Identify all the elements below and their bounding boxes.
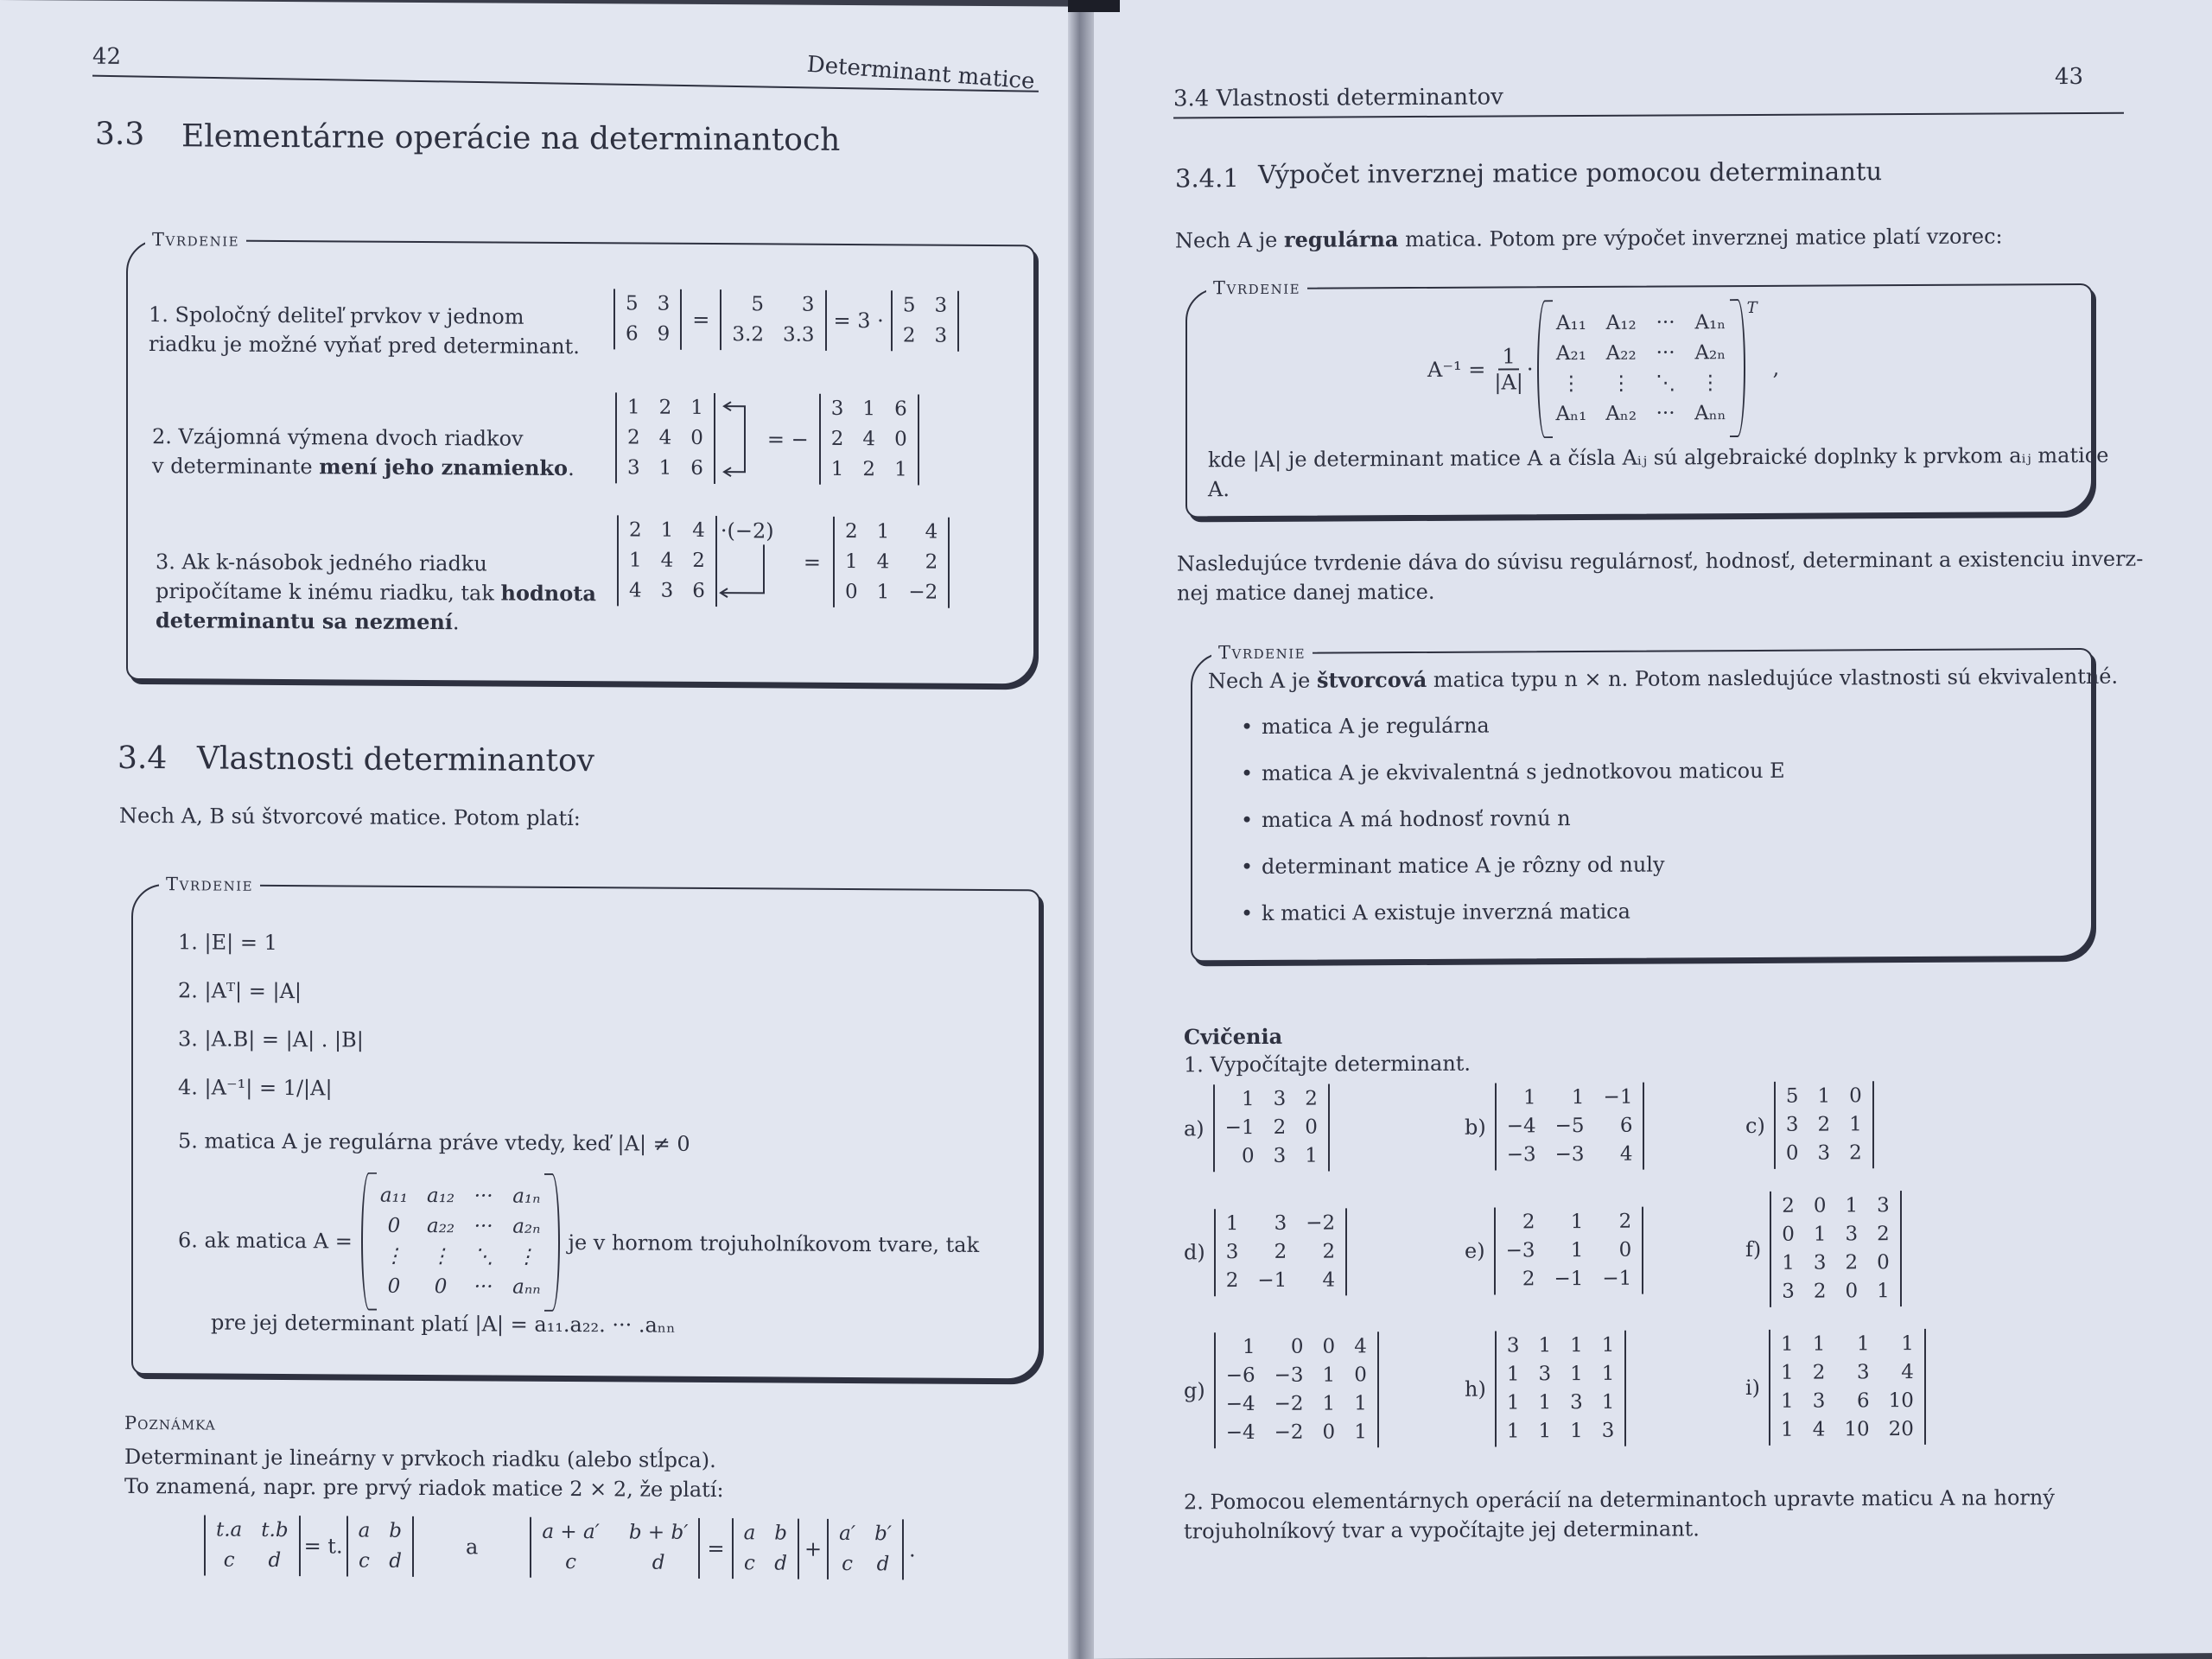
property-2: 2. |Aᵀ| = |A| <box>178 978 302 1004</box>
paragraph-2-line-2: nej matice danej matice. <box>1177 579 1435 606</box>
rule-2-matrix-1: 1 2 1 2 4 0 3 1 6 <box>627 396 703 480</box>
subsection-number: 3.4.1 <box>1175 163 1239 194</box>
book-spine-shadow <box>1068 0 1120 12</box>
inverse-formula: A⁻¹ = $\frac{1}{|A|}$ · A₁₁ A₁₂ ··· A₁ₙ A₂₁ A₂₂ ··· A₂ₙ ⋮ ⋮ ⋱ ⋮ Aₙ₁ Aₙ₂ ··· Aₙₙ T , <box>1427 299 1779 439</box>
matrix-entry: 3 <box>1538 1363 1552 1386</box>
matrix-entry: −2 <box>1274 1392 1304 1415</box>
matrix-entry: 1 <box>1849 1113 1862 1136</box>
matrix-entry: 1 <box>1901 1332 1914 1356</box>
matrix-entry: −4 <box>1225 1392 1255 1416</box>
matrix-entry: −4 <box>1225 1421 1255 1445</box>
equivalence-bullet-1: • matica A je regulárna <box>1262 714 1490 739</box>
matrix-entry: 1 <box>1571 1085 1585 1109</box>
matrix-entry: 1 <box>1856 1332 1870 1356</box>
subsection-intro: Nech A je regulárna matica. Potom pre výpočet inverznej matice platí vzorec: <box>1175 224 2003 253</box>
exercise-1-prompt: 1. Vypočítajte determinant. <box>1184 1051 1471 1077</box>
page-number-left: 42 <box>92 43 122 70</box>
matrix-entry: 0 <box>1845 1280 1859 1303</box>
note-line-2: To znamená, napr. pre prvý riadok matice 2 × 2, že platí: <box>124 1473 724 1503</box>
rule-3-equation: 2 1 4 1 4 2 4 3 6 ·(−2) = 2 1 4 1 4 2 0 1 −2 <box>617 515 950 607</box>
rule-1-text-a: 1. Spoločný deliteľ prvkov v jednom <box>149 302 524 329</box>
matrix-entry: 2 <box>1225 1268 1239 1292</box>
equivalence-bullet-2: • matica A je ekvivalentná s jednotkovou maticou E <box>1262 759 1785 785</box>
section-33-number: 3.3 <box>95 116 145 153</box>
matrix-entry: 3 <box>1601 1419 1615 1442</box>
property-6: 6. ak matica A = a₁₁ a₁₂ ··· a₁ₙ 0 a₂₂ ··· a₂ₙ ⋮ ⋮ ⋱ ⋮ 0 0 ··· aₙₙ je v hornom trojuholníkovom tvare, tak <box>178 1171 979 1314</box>
matrix-entry: 1 <box>1322 1392 1336 1415</box>
matrix-entry: 1 <box>1523 1086 1536 1109</box>
upper-triangular-matrix: a₁₁ a₁₂ ··· a₁ₙ 0 a₂₂ ··· a₂ₙ ⋮ ⋮ ⋱ ⋮ 0 0 ··· aₙₙ <box>379 1184 541 1299</box>
swap-arrow-icon <box>719 396 757 482</box>
matrix-entry: 1 <box>1570 1419 1583 1443</box>
equivalence-header: Nech A je štvorcová matica typu n × n. Potom nasledujúce vlastnosti sú ekvivalentné. <box>1208 664 2119 694</box>
matrix-entry: 3 <box>1877 1194 1890 1217</box>
exercise-item-label: b) <box>1465 1115 1486 1140</box>
rule-2-matrix-2: 3 1 6 2 4 0 1 2 1 <box>830 397 907 481</box>
matrix-entry: 2 <box>1273 1116 1287 1139</box>
paragraph-2-line-1: Nasledujúce tvrdenie dáva do súvisu regulárnosť, hodnosť, determinant a existenciu inverz- <box>1177 546 2144 576</box>
matrix-entry: 1 <box>1782 1251 1795 1274</box>
matrix-entry: 0 <box>1813 1194 1827 1217</box>
matrix-entry: 3 <box>1273 1144 1287 1167</box>
matrix-entry: −3 <box>1506 1143 1536 1166</box>
matrix-entry: −5 <box>1554 1114 1585 1138</box>
exercise-determinant <box>1494 1206 1644 1294</box>
exercise-item <box>1184 1084 1465 1173</box>
matrix-entry: 3 <box>1782 1280 1795 1303</box>
matrix-entry: 3 <box>1273 1087 1287 1110</box>
matrix-entry: 3 <box>1570 1390 1583 1414</box>
rule-3-text-a: 3. Ak k-násobok jedného riadku <box>156 550 487 576</box>
matrix-entry: 1 <box>1877 1280 1890 1303</box>
rule-3-text-b: pripočítame k inému riadku, tak hodnota <box>156 579 596 607</box>
header-rule-right <box>1173 112 2124 119</box>
matrix-entry: 1 <box>1781 1389 1794 1413</box>
matrix-entry: 2 <box>1274 1240 1287 1263</box>
rule-1-equation: 5 3 6 9 = 5 3 3.2 3.3 = 3 · 5 3 2 3 <box>613 289 959 351</box>
exercise-item <box>1745 1190 2026 1307</box>
matrix-entry: 4 <box>1354 1335 1367 1358</box>
matrix-entry: 3 <box>1856 1361 1870 1384</box>
matrix-entry: 2 <box>1877 1223 1890 1246</box>
linearity-matrix-2: a b c d <box>358 1519 403 1573</box>
matrix-entry: 0 <box>1241 1144 1255 1168</box>
matrix-entry: 2 <box>1849 1141 1862 1165</box>
matrix-entry: 6 <box>1619 1114 1633 1137</box>
exercise-determinant <box>1774 1081 1874 1169</box>
matrix-entry: 3 <box>1225 1240 1239 1263</box>
exercise-item <box>1745 1080 2026 1169</box>
matrix-entry: 1 <box>1243 1335 1255 1359</box>
exercise-item-label: a) <box>1184 1116 1205 1141</box>
running-header-right: 3.4 Vlastnosti determinantov <box>1173 84 1503 112</box>
section-34-number: 3.4 <box>118 740 168 777</box>
matrix-entry: 3 <box>1506 1334 1520 1357</box>
matrix-entry: 1 <box>1506 1420 1520 1443</box>
exercise-item <box>1745 1328 2026 1446</box>
exercises-title: Cvičenia <box>1184 1023 1283 1050</box>
property-4: 4. |A⁻¹| = 1/|A| <box>178 1075 333 1101</box>
linearity-matrix-5: a′ b′ c d <box>839 1522 893 1576</box>
matrix-entry: 1 <box>1817 1084 1831 1108</box>
exercise-item-label: i) <box>1745 1375 1761 1401</box>
rule-1-text-b: riadku je možné vyňať pred determinant. <box>149 332 580 359</box>
linearity-matrix-1: t.a t.b c d <box>216 1518 289 1572</box>
rule-3-matrix-1: 2 1 4 1 4 2 4 3 6 <box>629 518 705 602</box>
exercise-2-line-1: 2. Pomocou elementárnych operácií na determinantoch upravte maticu A na horný <box>1184 1485 2055 1515</box>
matrix-entry: 5 <box>1785 1084 1799 1108</box>
matrix-entry: −2 <box>1306 1211 1336 1235</box>
equivalence-bullet-4: • determinant matice A je rôzny od nuly <box>1262 852 1665 878</box>
matrix-entry: 3 <box>1785 1113 1799 1136</box>
matrix-entry: 10 <box>1888 1389 1914 1413</box>
theorem-label: Tvrdenie <box>159 874 260 895</box>
matrix-entry: 1 <box>1305 1144 1318 1167</box>
matrix-entry: 0 <box>1849 1084 1862 1108</box>
matrix-entry: 1 <box>1506 1363 1520 1386</box>
rule-3-matrix-2: 2 1 4 1 4 2 0 1 −2 <box>845 519 938 604</box>
matrix-entry: 4 <box>1901 1360 1914 1384</box>
exercise-item <box>1465 1192 1745 1309</box>
matrix-entry: −1 <box>1554 1267 1584 1290</box>
matrix-entry: 1 <box>1781 1361 1794 1384</box>
matrix-entry: 0 <box>1877 1251 1890 1274</box>
matrix-entry: 2 <box>1522 1267 1535 1290</box>
matrix-entry: 1 <box>1601 1333 1615 1357</box>
matrix-entry: 0 <box>1618 1238 1632 1262</box>
rule-1-matrix-1: 5 3 6 9 <box>626 292 671 346</box>
matrix-entry: 20 <box>1888 1417 1914 1441</box>
exercise-determinant <box>1769 1329 1926 1446</box>
matrix-entry: 1 <box>1506 1391 1520 1414</box>
right-page <box>1087 0 2212 1659</box>
formula-explanation-1: kde |A| je determinant matice A a čísla Aᵢⱼ sú algebraické doplnky k prvkom aᵢⱼ matice <box>1208 442 2109 473</box>
matrix-entry: 1 <box>1813 1223 1827 1246</box>
theorem-label: Tvrdenie <box>1206 277 1307 299</box>
matrix-entry: 4 <box>1812 1418 1826 1441</box>
arrow-icon <box>717 518 769 605</box>
exercise-2-line-2: trojuholníkový tvar a vypočítajte jej determinant. <box>1184 1516 1700 1544</box>
matrix-entry: 2 <box>1782 1194 1795 1217</box>
section-34-title: Vlastnosti determinantov <box>197 741 594 779</box>
linearity-matrix-4: a b c d <box>743 1522 788 1575</box>
formula-explanation-2: A. <box>1208 477 1230 502</box>
matrix-entry: 1 <box>1570 1210 1584 1233</box>
matrix-entry: 3 <box>1817 1141 1831 1165</box>
property-5: 5. matica A je regulárna práve vtedy, keď |A| ≠ 0 <box>178 1128 690 1156</box>
matrix-entry: 0 <box>1782 1223 1795 1246</box>
section-34-intro: Nech A, B sú štvorcové matice. Potom platí: <box>119 803 581 831</box>
multiplier-label: ·(−2) <box>720 518 774 543</box>
fraction: $\frac{1}{|A|}$ <box>1494 344 1523 395</box>
adjugate-matrix: A₁₁ A₁₂ ··· A₁ₙ A₂₁ A₂₂ ··· A₂ₙ ⋮ ⋮ ⋱ ⋮ Aₙ₁ Aₙ₂ ··· Aₙₙ <box>1555 311 1726 426</box>
matrix-entry: 6 <box>1856 1389 1870 1413</box>
matrix-entry: 1 <box>1570 1362 1583 1386</box>
matrix-entry: 2 <box>1618 1210 1632 1233</box>
matrix-entry: −2 <box>1274 1421 1304 1444</box>
matrix-entry: 1 <box>1538 1391 1552 1414</box>
matrix-entry: 0 <box>1322 1421 1336 1444</box>
exercise-item-label: g) <box>1184 1378 1205 1403</box>
matrix-entry: 4 <box>1619 1142 1633 1166</box>
equivalence-bullet-5: • k matici A existuje inverzná matica <box>1262 899 1630 925</box>
exercise-item-label: h) <box>1465 1376 1486 1402</box>
matrix-entry: 2 <box>1817 1113 1831 1136</box>
matrix-entry: 3 <box>1845 1223 1859 1246</box>
book-gutter <box>1068 0 1094 1659</box>
rule-2-equation: 1 2 1 2 4 0 3 1 6 = − 3 1 6 2 4 0 1 2 1 <box>615 392 919 485</box>
section-33-title: Elementárne operácie na determinantoch <box>181 118 841 158</box>
matrix-entry: 1 <box>1354 1421 1367 1444</box>
exercise-item-label: e) <box>1465 1238 1485 1263</box>
exercise-determinant <box>1214 1208 1347 1296</box>
equivalence-bullet-3: • matica A má hodnosť rovnú n <box>1262 806 1571 832</box>
running-header-left: Determinant matice <box>805 51 1036 95</box>
matrix-entry: 0 <box>1290 1335 1304 1358</box>
rule-2-text-b: v determinante mení jeho znamienko. <box>152 454 575 481</box>
matrix-entry: −3 <box>1505 1238 1535 1262</box>
row-add-arrow <box>717 518 791 606</box>
matrix-entry: 1 <box>1538 1334 1552 1357</box>
exercise-item <box>1465 1082 1745 1171</box>
matrix-entry: 1 <box>1601 1390 1615 1414</box>
matrix-entry: 1 <box>1225 1211 1239 1235</box>
matrix-entry: 1 <box>1354 1392 1367 1415</box>
matrix-entry: 4 <box>1322 1268 1336 1292</box>
exercise-item-label: d) <box>1184 1240 1205 1265</box>
property-3: 3. |A.B| = |A| . |B| <box>178 1027 364 1052</box>
matrix-entry: 3 <box>1813 1251 1827 1274</box>
matrix-entry: −4 <box>1506 1115 1536 1138</box>
note-line-1: Determinant je lineárny v prvkoch riadku (alebo stĺpca). <box>124 1444 716 1473</box>
linearity-matrix-3: a + a′ b + b′ c d <box>542 1520 689 1574</box>
matrix-entry: 2 <box>1305 1087 1318 1110</box>
exercise-determinant <box>1495 1331 1627 1447</box>
exercise-item <box>1465 1330 1745 1447</box>
matrix-entry: 10 <box>1844 1418 1870 1441</box>
matrix-entry: 2 <box>1845 1251 1859 1274</box>
theorem-label: Tvrdenie <box>1211 642 1313 664</box>
rule-1-matrix-3: 5 3 2 3 <box>902 294 948 347</box>
theorem-label: Tvrdenie <box>145 229 246 251</box>
matrix-entry: 3 <box>1812 1389 1826 1413</box>
matrix-entry: −1 <box>1257 1268 1287 1292</box>
matrix-entry: 1 <box>1601 1362 1615 1385</box>
rule-3-text-c: determinantu sa nezmení. <box>156 607 460 635</box>
left-page <box>0 0 1080 1659</box>
matrix-entry: 2 <box>1522 1210 1535 1233</box>
exercise-determinant <box>1214 1332 1379 1448</box>
page-number-right: 43 <box>2055 63 2084 91</box>
matrix-entry: 3 <box>1274 1211 1287 1235</box>
matrix-entry: 2 <box>1813 1280 1827 1303</box>
property-6-line-2: pre jej determinant platí |A| = a₁₁.a₂₂. ··· .aₙₙ <box>211 1310 676 1338</box>
property-1: 1. |E| = 1 <box>178 930 277 955</box>
rule-2-text-a: 2. Vzájomná výmena dvoch riadkov <box>152 424 524 451</box>
exercise-item <box>1184 1193 1465 1311</box>
matrix-entry: 1 <box>1570 1238 1584 1262</box>
matrix-entry: 1 <box>1781 1418 1794 1441</box>
matrix-entry: 0 <box>1785 1141 1799 1165</box>
matrix-entry: 1 <box>1241 1087 1255 1111</box>
matrix-entry: −6 <box>1225 1363 1255 1388</box>
matrix-entry: 1 <box>1570 1333 1583 1357</box>
exercise-item <box>1184 1332 1465 1449</box>
matrix-entry: 0 <box>1305 1116 1318 1139</box>
exercise-determinant <box>1495 1083 1645 1171</box>
matrix-entry: 1 <box>1781 1332 1794 1356</box>
matrix-entry: −1 <box>1602 1267 1632 1290</box>
matrix-entry: 0 <box>1354 1363 1367 1387</box>
matrix-entry: 1 <box>1322 1363 1336 1387</box>
matrix-entry: 1 <box>1538 1420 1552 1443</box>
matrix-entry: −1 <box>1224 1116 1255 1140</box>
exercise-determinant <box>1213 1084 1330 1173</box>
matrix-entry: −1 <box>1603 1085 1633 1109</box>
matrix-entry: 2 <box>1322 1239 1336 1263</box>
exercise-item-label: c) <box>1745 1113 1765 1138</box>
matrix-entry: 2 <box>1812 1361 1826 1384</box>
note-label: Poznámka <box>124 1412 216 1434</box>
matrix-entry: −3 <box>1554 1142 1585 1166</box>
exercise-item-label: f) <box>1745 1236 1762 1262</box>
matrix-entry: −3 <box>1274 1363 1304 1387</box>
matrix-entry: 1 <box>1845 1194 1859 1217</box>
exercise-determinant <box>1770 1191 1902 1307</box>
subsection-title: Výpočet inverznej matice pomocou determinantu <box>1258 156 1883 189</box>
matrix-entry: 0 <box>1322 1335 1336 1358</box>
exercise-matrix-grid <box>1184 1080 2134 1449</box>
matrix-entry: 1 <box>1812 1332 1826 1356</box>
rule-1-matrix-2: 5 3 3.2 3.3 <box>732 293 815 346</box>
linearity-equation: t.a t.b c d = t. a b c d a a + a′ b + b′ c d = a b c d + a′ b′ c d . <box>204 1515 916 1580</box>
